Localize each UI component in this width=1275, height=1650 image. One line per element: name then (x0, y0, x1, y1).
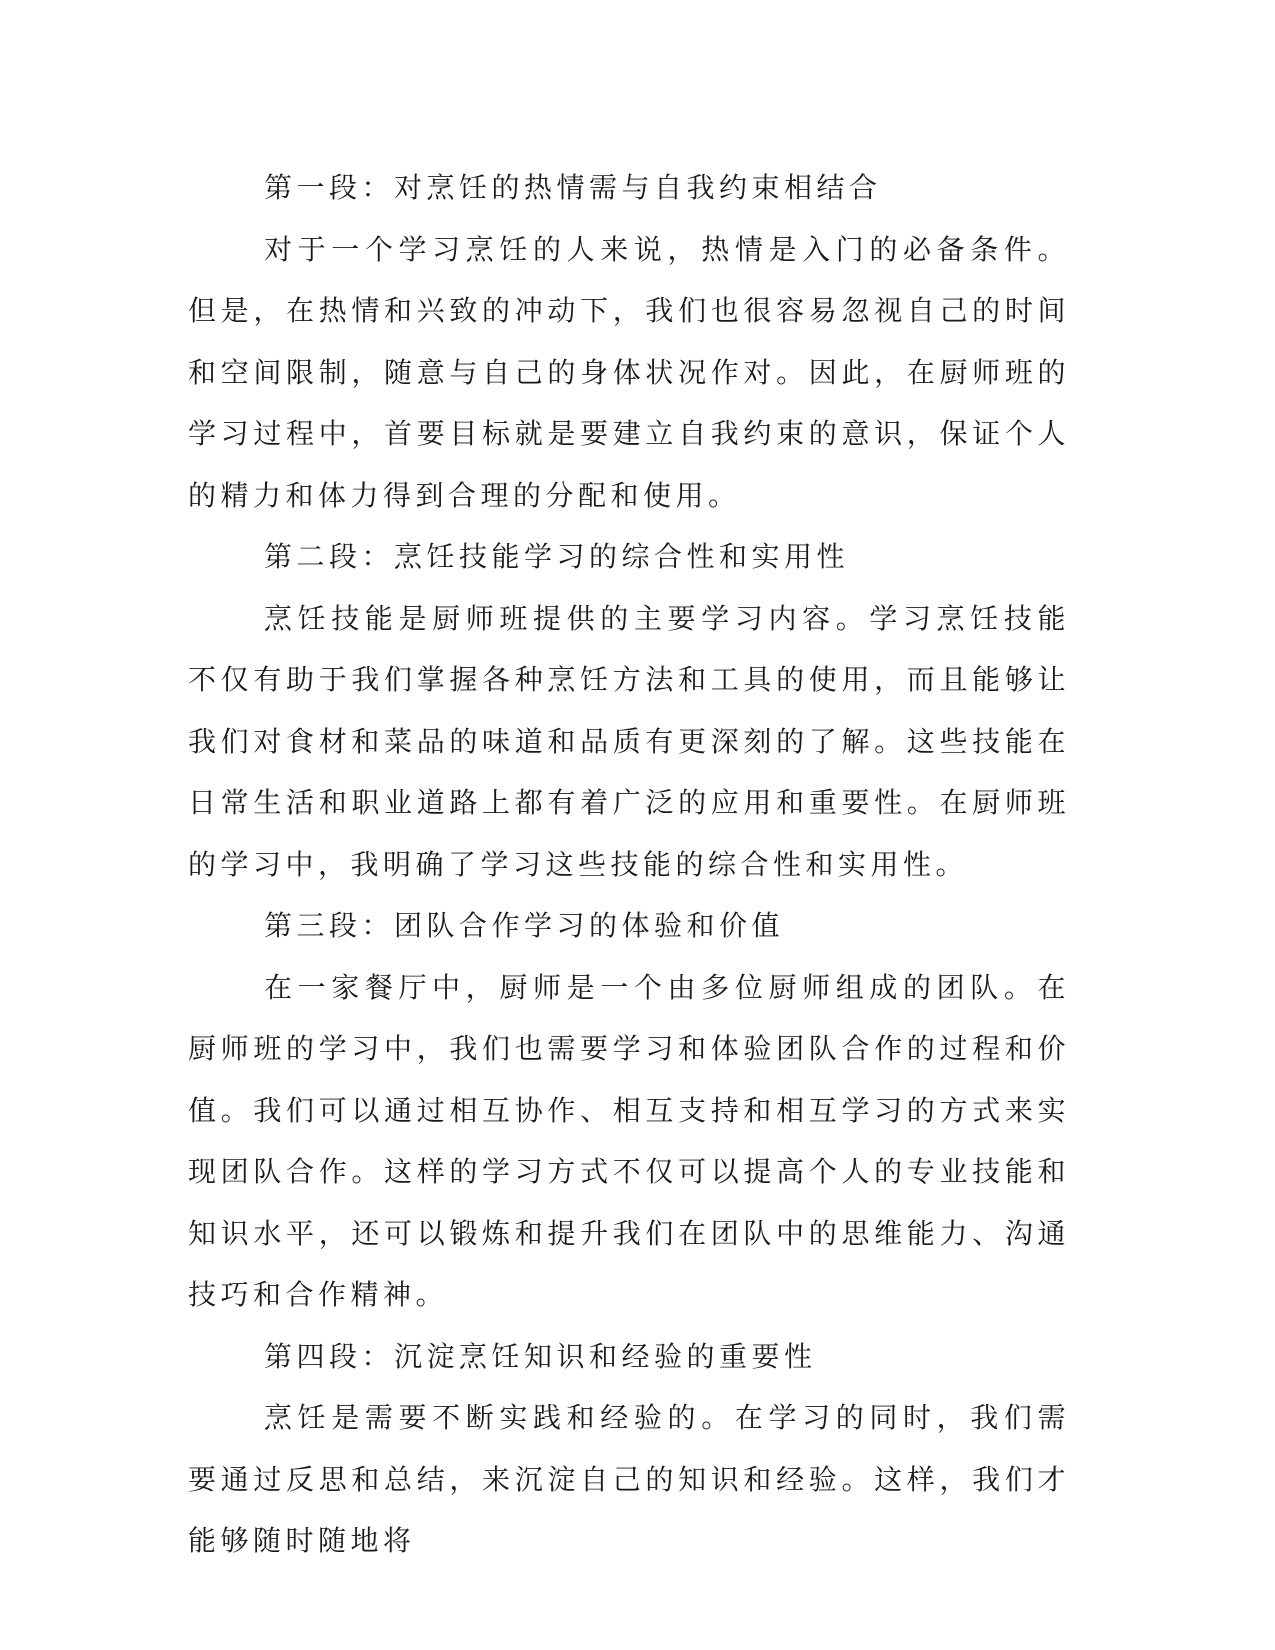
section-4-heading: 第四段：沉淀烹饪知识和经验的重要性 (264, 1339, 817, 1373)
section-1-paragraph: 对于一个学习烹饪的人来说，热情是入门的必备条件。但是，在热情和兴致的冲动下，我们也很容易忽视自己的时间和空间限制，随意与自己的身体状况作对。因此，在厨师班的学习过程中，首要目标就是要建立自我约束的意识，保证个人的精力和体力得到合理的分配和使用。 (188, 232, 1070, 512)
section-2-heading: 第二段：烹饪技能学习的综合性和实用性 (264, 540, 850, 573)
document-body (188, 157, 1070, 1572)
section-3-heading: 第三段：团队合作学习的体验和价值 (264, 909, 785, 942)
section-1-heading: 第一段：对烹饪的热情需与自我约束相结合 (264, 171, 882, 204)
section-3-paragraph: 在一家餐厅中，厨师是一个由多位厨师组成的团队。在厨师班的学习中，我们也需要学习和体验团队合作的过程和价值。我们可以通过相互协作、相互支持和相互学习的方式来实现团队合作。这样的学习方式不仅可以提高个人的专业技能和知识水平，还可以锻炼和提升我们在团队中的思维能力、沟通技巧和合作精神。 (188, 970, 1070, 1311)
section-2-paragraph: 烹饪技能是厨师班提供的主要学习内容。学习烹饪技能不仅有助于我们掌握各种烹饪方法和工具的使用，而且能够让我们对食材和菜品的味道和品质有更深刻的了解。这些技能在日常生活和职业道路上都有着广泛的应用和重要性。在厨师班的学习中，我明确了学习这些技能的综合性和实用性。 (188, 601, 1070, 881)
section-4-paragraph: 烹饪是需要不断实践和经验的。在学习的同时，我们需要通过反思和总结，来沉淀自己的知识和经验。这样，我们才能够随时随地将 (188, 1401, 1070, 1557)
